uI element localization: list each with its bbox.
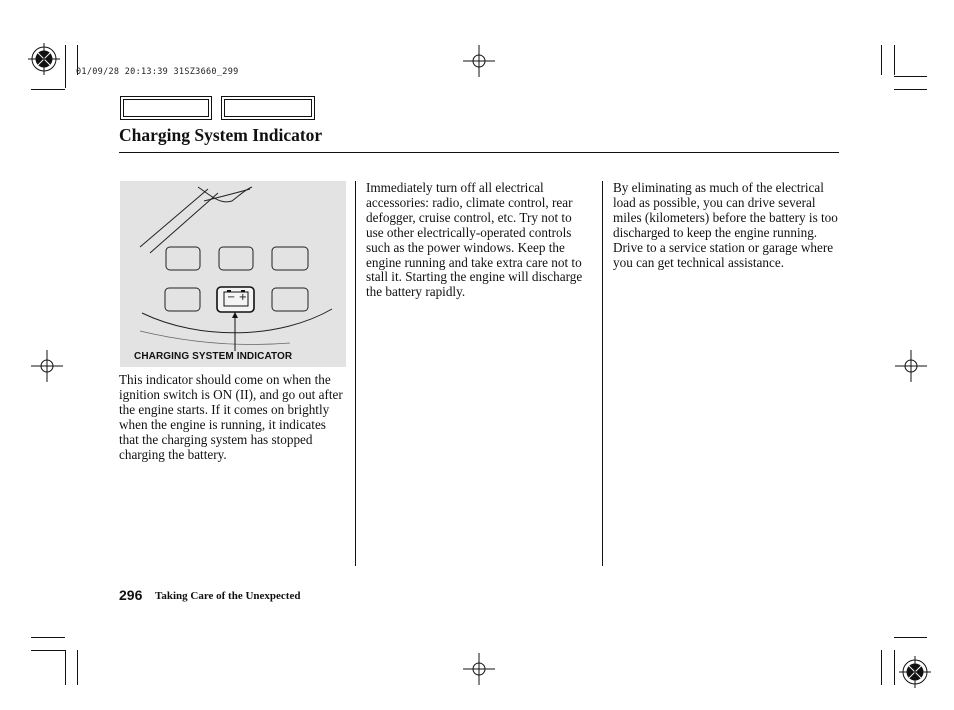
figure-caption: CHARGING SYSTEM INDICATOR bbox=[134, 351, 293, 362]
instrument-panel-drawing bbox=[120, 181, 346, 367]
crosshair-icon bbox=[31, 350, 63, 382]
dashboard-illustration bbox=[120, 181, 346, 367]
crosshair-icon bbox=[463, 653, 495, 685]
column-3-text: By eliminating as much of the electrical load as possible, you can drive several miles (kilometers) before the battery is too discharged to keep the engine running. Drive to a service station or garage where you can get technical assistance. bbox=[613, 180, 838, 270]
nav-box-next[interactable] bbox=[221, 96, 315, 120]
registration-target-icon bbox=[899, 656, 931, 688]
battery-symbol-label: − + bbox=[227, 292, 247, 303]
print-stamp: 01/09/28 20:13:39 31SZ3660_299 bbox=[76, 67, 239, 77]
title-rule bbox=[119, 152, 839, 153]
crosshair-icon bbox=[463, 45, 495, 77]
column-divider bbox=[355, 181, 356, 566]
section-title: Taking Care of the Unexpected bbox=[155, 590, 301, 602]
nav-box-previous[interactable] bbox=[120, 96, 212, 120]
page-number: 296 bbox=[119, 587, 143, 603]
column-1-text: This indicator should come on when the ignition switch is ON (II), and go out after the engine starts. If it comes on brightly when the engine is running, it indicates that the charging system has stopped charging the battery. bbox=[119, 372, 343, 462]
column-2-text: Immediately turn off all electrical accessories: radio, climate control, rear defogger, cruise control, etc. Try not to use other electrically-operated controls such as the power windows. Keep the engine running and take extra care not to stall it. Starting the engine will discharge the battery rapidly. bbox=[366, 180, 583, 300]
page-title: Charging System Indicator bbox=[119, 125, 323, 145]
registration-target-icon bbox=[28, 43, 60, 75]
crosshair-icon bbox=[895, 350, 927, 382]
column-divider bbox=[602, 181, 603, 566]
